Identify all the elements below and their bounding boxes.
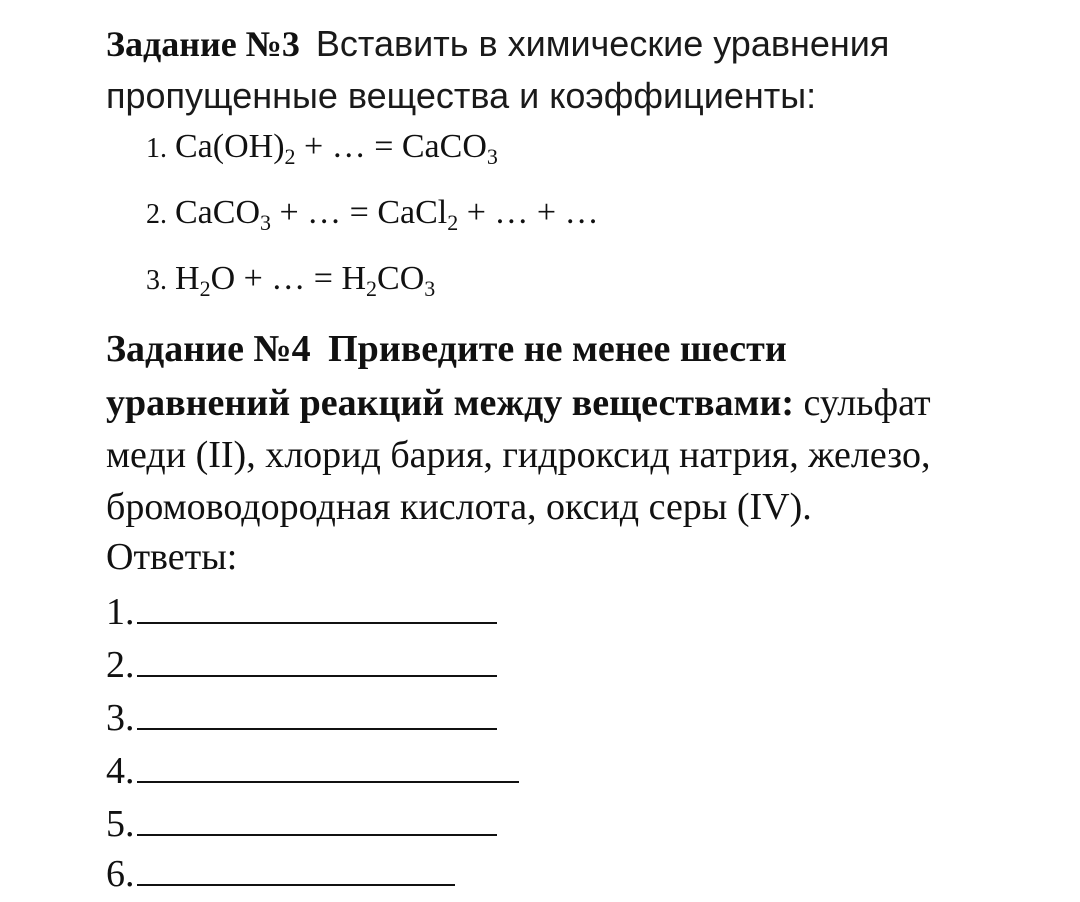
- answer-number: 3.: [106, 697, 135, 739]
- equation-part: Ca(OH): [175, 128, 285, 165]
- answer-row-6: [106, 852, 455, 893]
- task4-line4: бромоводородная кислота, оксид серы (IV).: [106, 486, 812, 528]
- equation-2: [146, 194, 599, 235]
- answer-row-2: [106, 643, 497, 684]
- answers-label: Ответы:: [106, 536, 238, 578]
- equation-number: 1.: [146, 133, 167, 164]
- task3-heading: [106, 23, 890, 64]
- answer-row-4: [106, 749, 519, 790]
- answer-blank[interactable]: [137, 643, 497, 677]
- answer-blank[interactable]: [137, 852, 455, 886]
- equation-part: CaCO: [175, 194, 260, 231]
- answer-row-5: [106, 802, 497, 843]
- answer-blank[interactable]: [137, 696, 497, 730]
- task4-line3: меди (II), хлорид бария, гидроксид натрия, железо,: [106, 434, 931, 476]
- equation-part: + … = CaCl: [271, 194, 448, 231]
- equation-1: [146, 128, 498, 169]
- subscript: 2: [366, 276, 378, 301]
- task4-line2: [106, 384, 931, 422]
- subscript: 2: [199, 276, 211, 301]
- task4-bold-line2: уравнений реакций между веществами:: [106, 382, 794, 424]
- task4-plain-line2: сульфат: [794, 382, 931, 424]
- answer-blank[interactable]: [137, 590, 497, 624]
- task3-text-line1: Вставить в химические уравнения: [315, 23, 890, 64]
- subscript: 3: [486, 144, 498, 169]
- answer-number: 4.: [106, 750, 135, 792]
- answer-blank[interactable]: [137, 802, 497, 836]
- task3-label: Задание №3: [106, 24, 300, 64]
- subscript: 3: [260, 210, 271, 235]
- equation-part: + … = CaCO: [295, 128, 487, 165]
- subscript: 3: [424, 276, 436, 301]
- answer-row-3: [106, 696, 497, 737]
- subscript: 2: [447, 210, 459, 235]
- equation-part: + … + …: [458, 194, 599, 231]
- equation-number: 3.: [146, 265, 167, 296]
- equation-number: 2.: [146, 199, 167, 230]
- answer-number: 6.: [106, 853, 135, 895]
- task3-text-line2: пропущенные вещества и коэффициенты:: [106, 75, 817, 116]
- task4-heading: [106, 330, 787, 368]
- equation-part: H: [175, 260, 200, 297]
- equation-part: O + … = H: [210, 260, 367, 297]
- task4-bold-line1: Приведите не менее шести: [328, 328, 787, 370]
- task4-label: Задание №4: [106, 328, 311, 370]
- answer-number: 5.: [106, 803, 135, 845]
- answer-blank[interactable]: [137, 749, 519, 783]
- subscript: 2: [284, 144, 296, 169]
- answer-number: 1.: [106, 591, 135, 633]
- equation-3: [146, 260, 436, 301]
- answer-row-1: [106, 590, 497, 631]
- answer-number: 2.: [106, 644, 135, 686]
- equation-part: CO: [377, 260, 425, 297]
